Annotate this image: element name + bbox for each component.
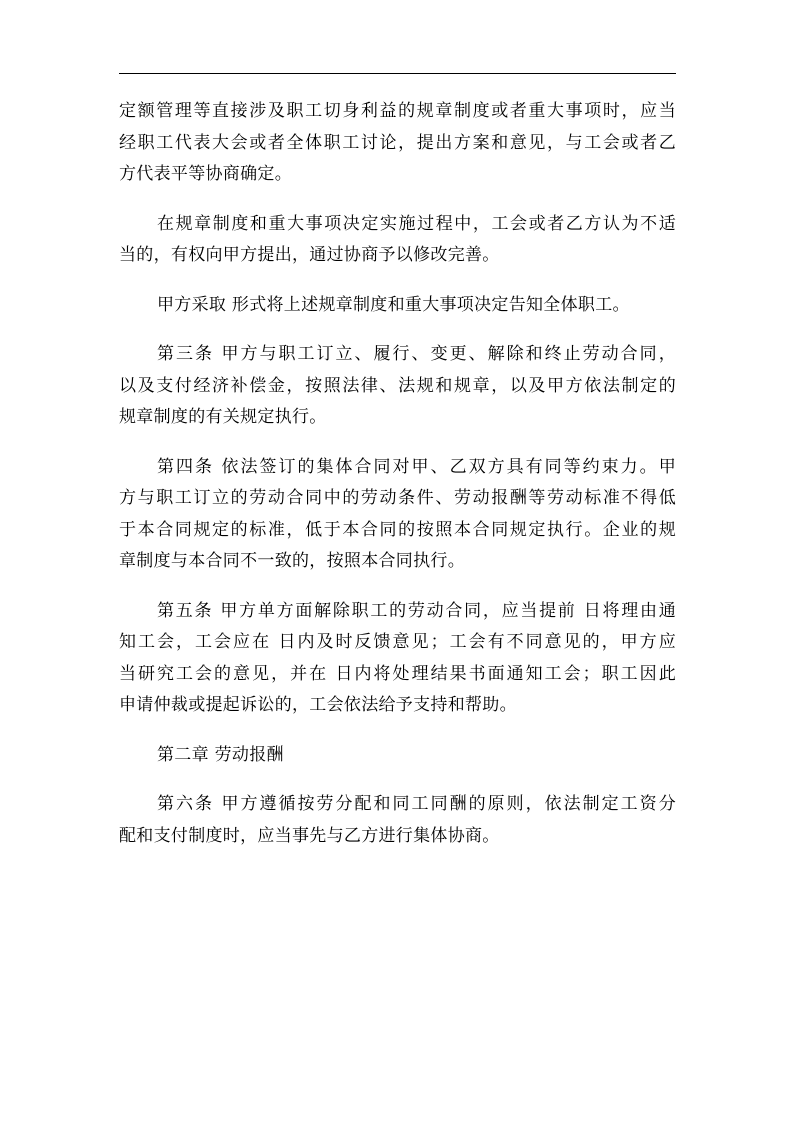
text-line: 第三条 甲方与职工订立、履行、变更、解除和终止劳动合同， [157, 344, 676, 364]
text-line: 配和支付制度时，应当事先与乙方进行集体协商。 [119, 825, 500, 846]
text-line: 方代表平等协商确定。 [119, 164, 292, 184]
paragraph [119, 209, 676, 272]
text-line: 当的，有权向甲方提出，通过协商予以修改完善。 [119, 245, 500, 265]
paragraph [119, 452, 676, 578]
paragraph [119, 290, 676, 322]
text-line: 规章制度的有关规定执行。 [119, 407, 327, 427]
document-body [119, 96, 676, 870]
header-rule [119, 73, 676, 74]
text-line: 第四条 依法签订的集体合同对甲、乙双方具有同等约束力。甲 [157, 456, 676, 477]
text-line: 方与职工订立的劳动合同中的劳动条件、劳动报酬等劳动标准不得低 [119, 488, 676, 508]
text-line: 知工会，工会应在 日内及时反馈意见；工会有不同意见的，甲方应 [119, 632, 676, 652]
text-line: 当研究工会的意见，并在 日内将处理结果书面通知工会；职工因此 [119, 663, 676, 684]
text-line: 经职工代表大会或者全体职工讨论，提出方案和意见，与工会或者乙 [119, 132, 676, 153]
text-line: 申请仲裁或提起诉讼的，工会依法给予支持和帮助。 [119, 695, 517, 715]
text-line: 以及支付经济补偿金，按照法律、法规和规章，以及甲方依法制定的 [119, 375, 676, 396]
text-line: 甲方采取 形式将上述规章制度和重大事项决定告知全体职工。 [157, 294, 630, 315]
paragraph [119, 596, 676, 722]
text-line: 于本合同规定的标准，低于本合同的按照本合同规定执行。企业的规 [119, 519, 676, 540]
text-line: 第五条 甲方单方面解除职工的劳动合同，应当提前 日将理由通 [157, 600, 676, 621]
text-line: 定额管理等直接涉及职工切身利益的规章制度或者重大事项时，应当 [119, 101, 676, 121]
text-line: 第六条 甲方遵循按劳分配和同工同酬的原则，依法制定工资分 [157, 794, 676, 814]
paragraph [119, 96, 676, 191]
text-line: 章制度与本合同不一致的，按照本合同执行。 [119, 551, 465, 571]
chapter-heading [119, 740, 676, 772]
paragraph [119, 789, 676, 852]
text-line: 在规章制度和重大事项决定实施过程中，工会或者乙方认为不适 [157, 213, 676, 234]
paragraph [119, 339, 676, 434]
text-line: 第二章 劳动报酬 [157, 744, 284, 765]
